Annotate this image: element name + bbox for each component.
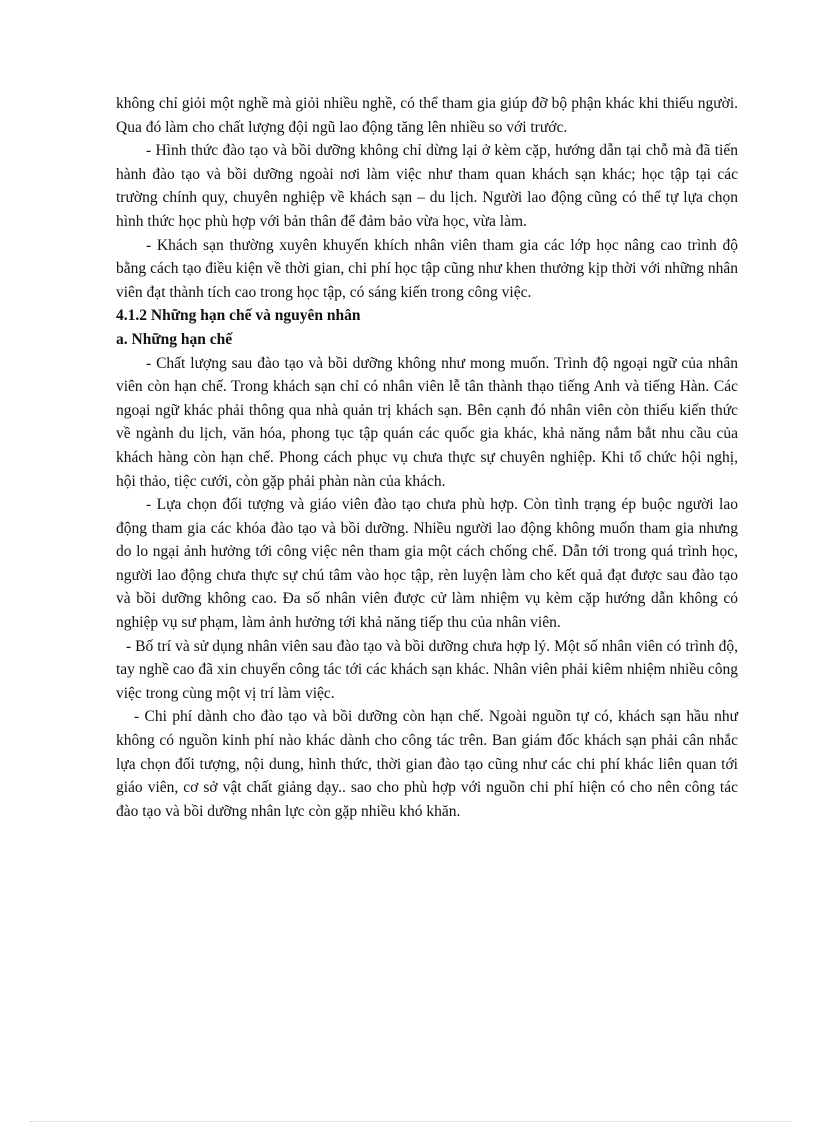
paragraph-cost-limits: - Chi phí dành cho đào tạo và bồi dưỡng còn hạn chế. Ngoài nguồn tự có, khách sạn hầu như không có nguồn kinh phí nào khác dành cho công tác trên. Ban giám đốc khách sạn phải cân nhắc lựa chọn đối tượng, nội dung, hình thức, thời gian đào tạo cũng như các chi phí khác liên quan tới giáo viên, cơ sở vật chất giảng dạy.. sao cho phù hợp với nguồn chi phí hiện có cho nên công tác đào tạo và bồi dưỡng nhân lực còn gặp nhiều khó khăn.	[116, 708, 738, 820]
paragraph-training-forms: - Hình thức đào tạo và bồi dưỡng không chỉ dừng lại ở kèm cặp, hướng dẫn tại chỗ mà đã tiến hành đào tạo và bồi dưỡng ngoài nơi làm việc như tham quan khách sạn khác; học tập tại các trường chính quy, chuyên nghiệp về khách sạn – du lịch. Người lao động cũng có thể tự lựa chọn hình thức học phù hợp với bản thân để đảm bảo vừa học, vừa làm.	[116, 142, 738, 230]
paragraph-selection-limits: - Lựa chọn đối tượng và giáo viên đào tạo chưa phù hợp. Còn tình trạng ép buộc người lao động tham gia các khóa đào tạo và bồi dưỡng. Nhiều người lao động không muốn tham gia nhưng do lo ngại ảnh hưởng tới công việc nên tham gia một cách chống chế. Dẫn tới trong quá trình học, người lao động chưa thực sự chú tâm vào học tập, rèn luyện làm cho kết quả đạt được sau đào tạo và bồi dưỡng không cao. Đa số nhân viên được cử làm nhiệm vụ kèm cặp hướng dẫn không có nghiệp vụ sư phạm, làm ảnh hưởng tới khả năng tiếp thu của nhân viên.	[116, 496, 738, 632]
subsection-heading: a. Những hạn chế	[116, 330, 233, 348]
page-bottom-divider	[30, 1121, 792, 1122]
section-heading: 4.1.2 Những hạn chế và nguyên nhân	[116, 307, 361, 325]
paragraph-placement-limits: - Bố trí và sử dụng nhân viên sau đào tạo và bồi dưỡng chưa hợp lý. Một số nhân viên có trình độ, tay nghề cao đã xin chuyển công tác tới các khách sạn khác. Nhân viên phải kiêm nhiệm nhiều công việc trong cùng một vị trí làm việc.	[116, 637, 738, 702]
paragraph-encouragement: - Khách sạn thường xuyên khuyến khích nhân viên tham gia các lớp học nâng cao trình độ bằng cách tạo điều kiện về thời gian, chi phí học tập cũng như khen thưởng kịp thời với những nhân viên đạt thành tích cao trong học tập, có sáng kiến trong công việc.	[116, 236, 738, 301]
document-page	[116, 92, 738, 823]
paragraph-quality-limits: - Chất lượng sau đào tạo và bồi dưỡng không như mong muốn. Trình độ ngoại ngữ của nhân viên còn hạn chế. Trong khách sạn chỉ có nhân viên lễ tân thành thạo tiếng Anh và tiếng Hàn. Các ngoại ngữ khác phải thông qua nhà quản trị khách sạn. Bên cạnh đó nhân viên còn thiếu kiến thức về ngành du lịch, văn hóa, phong tục tập quán các quốc gia khác, khả năng nắm bắt nhu cầu của khách hàng còn hạn chế. Phong cách phục vụ chưa thực sự chuyên nghiệp. Khi tổ chức hội nghị, hội thảo, tiệc cưới, còn gặp phải phàn nàn của khách.	[116, 354, 738, 490]
paragraph-continuation: không chỉ giỏi một nghề mà giỏi nhiều nghề, có thể tham gia giúp đỡ bộ phận khác khi thiếu người. Qua đó làm cho chất lượng đội ngũ lao động tăng lên nhiều so với trước.	[116, 95, 738, 136]
